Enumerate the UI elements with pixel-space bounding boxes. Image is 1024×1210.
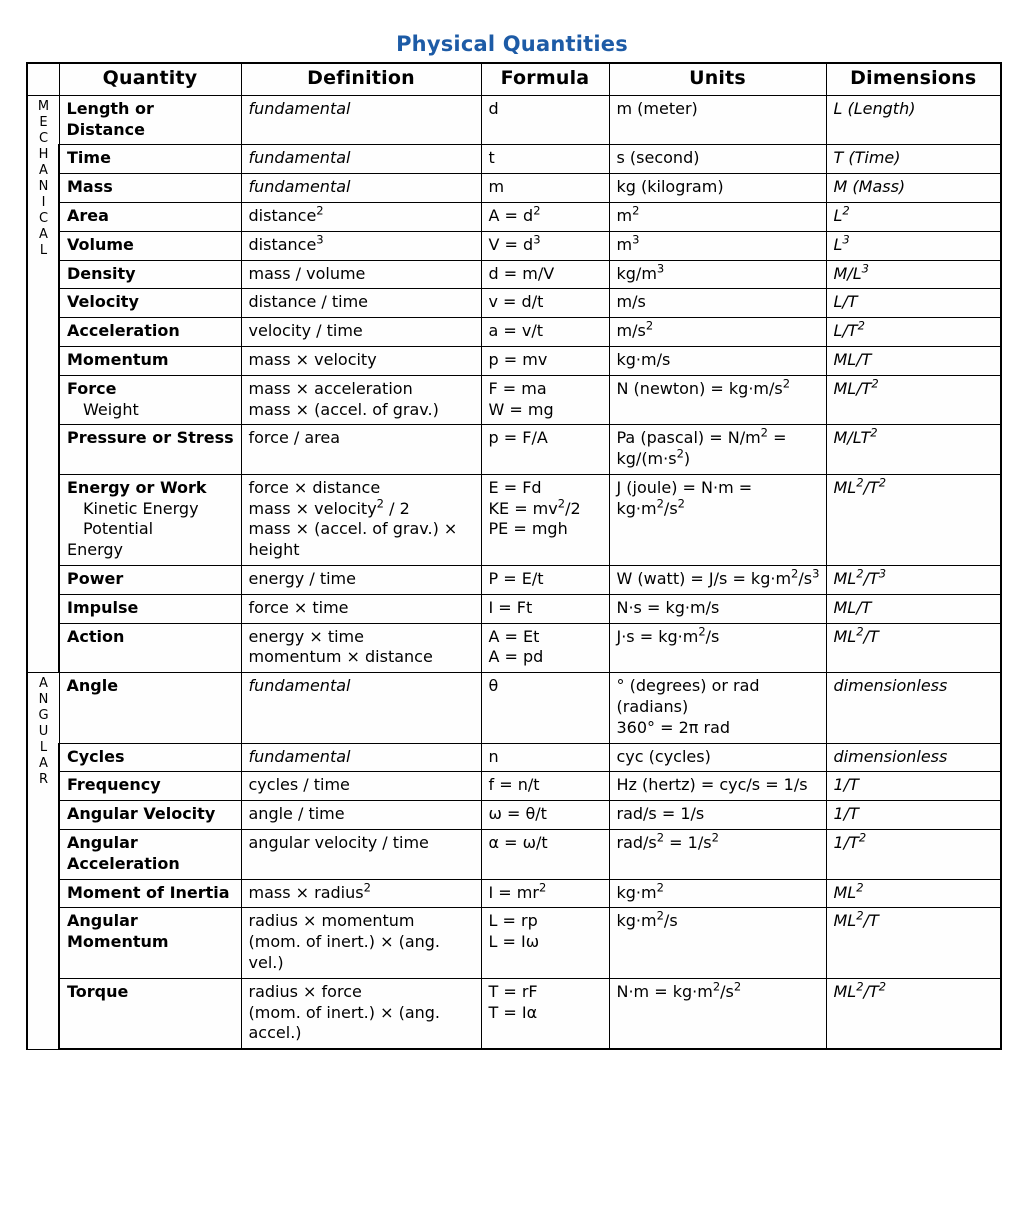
table-row <box>27 978 1001 1049</box>
cell-units: W (watt) = $J/s = kg\cdot m^2/s^3$ <box>609 566 826 595</box>
table-row <box>27 231 1001 260</box>
column-header-quantity: Quantity <box>59 63 241 95</box>
cell-units: Hz (hertz) = cyc/s = 1/s <box>609 772 826 801</box>
page-title: Physical Quantities <box>396 32 628 56</box>
cell-dimensions: T (Time) <box>826 145 1001 174</box>
cell-quantity: Moment of Inertia <box>59 879 241 908</box>
cell-formula: v = d/t <box>481 289 609 318</box>
cell-dimensions: $ML^2/T^2$ <box>826 978 1001 1049</box>
column-header-definition: Definition <box>241 63 481 95</box>
cell-quantity: Length or Distance <box>59 95 241 145</box>
cell-formula: P = E/t <box>481 566 609 595</box>
cell-units: N·s = kg·m/s <box>609 594 826 623</box>
table-row <box>27 673 1001 743</box>
cell-dimensions: ML/T <box>826 346 1001 375</box>
cell-dimensions: $ML^2/T^2$ <box>826 474 1001 565</box>
cell-formula: α = ω/t <box>481 830 609 880</box>
cell-units: rad/s = 1/s <box>609 801 826 830</box>
cell-formula: F = ma W = mg <box>481 375 609 425</box>
cell-definition: radius × force (mom. of inert.) × (ang. accel.) <box>241 978 481 1049</box>
cell-dimensions: L/T <box>826 289 1001 318</box>
cell-units: rad/$s^2 = 1/s^2$ <box>609 830 826 880</box>
cell-formula: m <box>481 174 609 203</box>
cell-units: $J\cdot s = kg\cdot m^2/s$ <box>609 623 826 673</box>
cell-dimensions: ML/T <box>826 594 1001 623</box>
cell-units: $kg\cdot m^2$ <box>609 879 826 908</box>
cell-dimensions: dimensionless <box>826 673 1001 743</box>
cell-units: Pa (pascal) = $N/m^2 = kg/(m\cdot s^2)$ <box>609 425 826 475</box>
table-row <box>27 879 1001 908</box>
cell-definition: velocity / time <box>241 318 481 347</box>
cell-dimensions: 1/T <box>826 801 1001 830</box>
cell-units: s (second) <box>609 145 826 174</box>
cell-formula: E = Fd KE = $mv^2/2$ PE = mgh <box>481 474 609 565</box>
cell-dimensions: 1/T <box>826 772 1001 801</box>
table-row <box>27 566 1001 595</box>
cell-quantity: Torque <box>59 978 241 1049</box>
cell-dimensions: $ML^2$ <box>826 879 1001 908</box>
cell-formula: p = F/A <box>481 425 609 475</box>
cell-formula: θ <box>481 673 609 743</box>
cell-formula: I = Ft <box>481 594 609 623</box>
cell-formula: $I = mr^2$ <box>481 879 609 908</box>
section-label-mechanical: M E C H A N I C A L <box>27 95 59 673</box>
table-row <box>27 95 1001 145</box>
cell-formula: d = m/V <box>481 260 609 289</box>
cell-formula: t <box>481 145 609 174</box>
cell-formula: n <box>481 743 609 772</box>
column-header-dimensions: Dimensions <box>826 63 1001 95</box>
section-label-angular: A N G U L A R <box>27 673 59 1049</box>
table-row <box>27 174 1001 203</box>
cell-quantity: Mass <box>59 174 241 203</box>
cell-units: $kg/m^3$ <box>609 260 826 289</box>
cell-formula: T = rF T = Iα <box>481 978 609 1049</box>
cell-quantity: Area <box>59 202 241 231</box>
cell-formula: a = v/t <box>481 318 609 347</box>
table-row <box>27 908 1001 978</box>
cell-formula: $V = d^3$ <box>481 231 609 260</box>
cell-dimensions: dimensionless <box>826 743 1001 772</box>
cell-units: $N\cdot m = kg\cdot m^2/s^2$ <box>609 978 826 1049</box>
cell-dimensions: $ML^2/T$ <box>826 908 1001 978</box>
table-row <box>27 801 1001 830</box>
table-row <box>27 772 1001 801</box>
cell-quantity: Volume <box>59 231 241 260</box>
cell-quantity: Density <box>59 260 241 289</box>
cell-dimensions: L (Length) <box>826 95 1001 145</box>
cell-dimensions: M (Mass) <box>826 174 1001 203</box>
table-row <box>27 594 1001 623</box>
cell-units: cyc (cycles) <box>609 743 826 772</box>
table-row <box>27 202 1001 231</box>
cell-units: kg·m/s <box>609 346 826 375</box>
column-header-section <box>27 63 59 95</box>
table-row <box>27 474 1001 565</box>
table-row <box>27 346 1001 375</box>
cell-dimensions: $1/T^2$ <box>826 830 1001 880</box>
cell-quantity: Pressure or Stress <box>59 425 241 475</box>
cell-units: ° (degrees) or rad (radians) 360° = 2π rad <box>609 673 826 743</box>
cell-quantity: Impulse <box>59 594 241 623</box>
table-row <box>27 623 1001 673</box>
cell-formula: d <box>481 95 609 145</box>
cell-dimensions: $M/LT^2$ <box>826 425 1001 475</box>
cell-units: kg (kilogram) <box>609 174 826 203</box>
cell-dimensions: $M/L^3$ <box>826 260 1001 289</box>
table-row <box>27 260 1001 289</box>
cell-units: J (joule) = $N\cdot m = kg\cdot m^2/s^2$ <box>609 474 826 565</box>
cell-dimensions: $ML^2/T^3$ <box>826 566 1001 595</box>
cell-definition: energy / time <box>241 566 481 595</box>
cell-definition: mass × radius$^2$ <box>241 879 481 908</box>
cell-quantity: Angular Momentum <box>59 908 241 978</box>
cell-quantity: Power <box>59 566 241 595</box>
cell-quantity: Time <box>59 145 241 174</box>
cell-quantity: Angle <box>59 673 241 743</box>
cell-quantity: Acceleration <box>59 318 241 347</box>
cell-quantity: Angular Acceleration <box>59 830 241 880</box>
column-header-formula: Formula <box>481 63 609 95</box>
cell-quantity: Velocity <box>59 289 241 318</box>
cell-dimensions: $ML/T^2$ <box>826 375 1001 425</box>
table-body <box>27 95 1001 1049</box>
table-row <box>27 318 1001 347</box>
table-row <box>27 289 1001 318</box>
table-row <box>27 145 1001 174</box>
table-row <box>27 375 1001 425</box>
header-row <box>27 63 1001 95</box>
cell-quantity: Angular Velocity <box>59 801 241 830</box>
cell-quantity: Frequency <box>59 772 241 801</box>
cell-definition: fundamental <box>241 95 481 145</box>
column-header-units: Units <box>609 63 826 95</box>
cell-definition: distance$^2$ <box>241 202 481 231</box>
cell-quantity: Energy or Work Kinetic Energy Potential Energy <box>59 474 241 565</box>
cell-definition: force / area <box>241 425 481 475</box>
cell-formula: f = n/t <box>481 772 609 801</box>
cell-units: $m/s^2$ <box>609 318 826 347</box>
cell-units: $kg\cdot m^2/s$ <box>609 908 826 978</box>
cell-units: m (meter) <box>609 95 826 145</box>
cell-definition: mass / volume <box>241 260 481 289</box>
cell-definition: fundamental <box>241 743 481 772</box>
table-row <box>27 743 1001 772</box>
cell-definition: distance$^3$ <box>241 231 481 260</box>
cell-formula: ω = θ/t <box>481 801 609 830</box>
cell-formula: $A = d^2$ <box>481 202 609 231</box>
cell-units: $m^2$ <box>609 202 826 231</box>
cell-formula: p = mv <box>481 346 609 375</box>
cell-units: m/s <box>609 289 826 318</box>
cell-units: $m^3$ <box>609 231 826 260</box>
cell-definition: radius × momentum (mom. of inert.) × (ang. vel.) <box>241 908 481 978</box>
cell-definition: mass × velocity <box>241 346 481 375</box>
cell-definition: fundamental <box>241 145 481 174</box>
physical-quantities-table <box>26 62 1002 1050</box>
cell-quantity: Force Weight <box>59 375 241 425</box>
cell-definition: energy × time momentum × distance <box>241 623 481 673</box>
cell-dimensions: $L/T^2$ <box>826 318 1001 347</box>
cell-definition: fundamental <box>241 174 481 203</box>
table-header <box>27 63 1001 95</box>
cell-quantity: Action <box>59 623 241 673</box>
cell-definition: fundamental <box>241 673 481 743</box>
cell-definition: cycles / time <box>241 772 481 801</box>
cell-formula: A = Et A = pd <box>481 623 609 673</box>
cell-definition: mass × acceleration mass × (accel. of grav.) <box>241 375 481 425</box>
cell-dimensions: $L^2$ <box>826 202 1001 231</box>
cell-units: N (newton) = $kg\cdot m/s^2$ <box>609 375 826 425</box>
cell-definition: force × time <box>241 594 481 623</box>
cell-definition: force × distance mass × velocity$^2$ / 2 mass × (accel. of grav.) × height <box>241 474 481 565</box>
table-row <box>27 425 1001 475</box>
cell-dimensions: $L^3$ <box>826 231 1001 260</box>
cell-quantity: Cycles <box>59 743 241 772</box>
table-row <box>27 830 1001 880</box>
cell-definition: angular velocity / time <box>241 830 481 880</box>
cell-quantity: Momentum <box>59 346 241 375</box>
cell-dimensions: $ML^2/T$ <box>826 623 1001 673</box>
cell-definition: distance / time <box>241 289 481 318</box>
cell-definition: angle / time <box>241 801 481 830</box>
cell-formula: L = rp L = Iω <box>481 908 609 978</box>
